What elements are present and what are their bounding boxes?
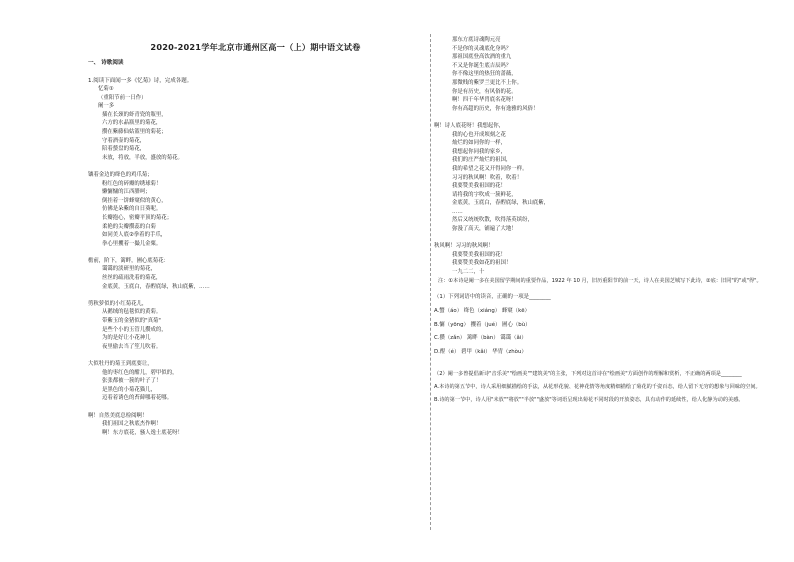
stanza-head: 大似牡丹的菊王到底要让， bbox=[88, 361, 153, 367]
poem-line: 夜里偷去当了笙儿吹着。 bbox=[102, 343, 162, 350]
right-column bbox=[434, 36, 764, 405]
poem-line: …… bbox=[452, 208, 463, 215]
stanza-1 bbox=[88, 102, 423, 162]
poem-line: 陪着螯盘的菊花， bbox=[102, 146, 146, 153]
poem-title: 忆菊① bbox=[98, 86, 114, 92]
poem-line: 我们的庄严灿烂的祖国， bbox=[452, 157, 512, 164]
q1-option-a: A.蟹（áo） 绛色（xiáng） 蜂窠（kē） bbox=[434, 308, 530, 315]
poem-line: 张张都被一簇的叶子了！ bbox=[102, 378, 162, 385]
stanza-8 bbox=[434, 131, 764, 234]
poem-line: 那祖国底登高饮酒的重九 bbox=[452, 54, 512, 61]
poem-line: 柔艳的尖瓣攒蕊的白菊 bbox=[102, 223, 156, 230]
poem-line: 金底黄，玉底白，春酲底绿，秋山底紫， bbox=[452, 200, 550, 207]
question-intro: 1.阅读下面闻一多《忆菊》诗，完成各题。 bbox=[88, 78, 193, 84]
poem-line: 啊！四千年华胄底名花呀！ bbox=[452, 97, 517, 104]
stanza-head: 啊！自然美底总检阅啊！ bbox=[88, 412, 148, 419]
poem-line: 是黑色的小菊花猫儿， bbox=[102, 386, 156, 393]
q1-option-c: C.攒（zǎn） 篱畔（bàn） 霭霭（ǎi） bbox=[434, 335, 527, 342]
stanza-3 bbox=[88, 265, 423, 291]
poem-line: 带紫玉的金猪似的"真菊" bbox=[102, 318, 161, 325]
poem-line: 我要赞美我祖国的花！ bbox=[452, 251, 506, 258]
q1-option-b: B.慵（yōng） 攫着（jué） 圃心（bù） bbox=[434, 321, 531, 328]
poem-line: 懒慵慵的江西腊呵； bbox=[102, 189, 151, 196]
poem-note: 注：①本诗是阑一多在美国留学期间的重要作品，1922 年 10 月，旧历重阳节的前一天，诗人在美国芝城写下此诗，②底：旧同"的"或"得"。 bbox=[438, 277, 762, 284]
q2-option-b: B.诗的第一节中，诗人用"未放""将放""半放""盛放"等词语呈现出菊花不同时段的开放姿态，具有动作的延续性，给人化静为动的美感。 bbox=[434, 397, 744, 404]
poem-line: 灿烂的如同你的一样， bbox=[452, 140, 506, 147]
stanza-2 bbox=[88, 180, 423, 249]
poem-line: 为的是好让小花神儿 bbox=[102, 335, 151, 342]
stanza-4 bbox=[88, 308, 423, 351]
stanza-5 bbox=[88, 369, 423, 403]
poem-line: 请将我的字吹成一簇鲜花， bbox=[452, 191, 517, 198]
stanza-head: 檐前，阶下，篱畔，圃心底菊花： bbox=[88, 257, 169, 264]
poem-line: 然后又统统吹散，吹得落英缤纷， bbox=[452, 217, 533, 224]
poem-line: 仿佛是朵紫的自日葵呢。 bbox=[102, 206, 162, 213]
poem-line: 未放，将放，半放，盛放的菊花。 bbox=[102, 154, 183, 161]
poem-line: 我的希望之花又开得同你一样。 bbox=[452, 165, 528, 172]
poem-line: 弥漫了高天，铺遍了大地！ bbox=[452, 226, 517, 233]
poem-line: 守着酒壶的菊花， bbox=[102, 137, 146, 144]
poem-line: 不又是你诞生底吉辰吗？ bbox=[452, 62, 512, 69]
poem-line: 他的枣红色的酣儿，碧甲似的， bbox=[102, 369, 178, 376]
poem-date: 一九二二，十 bbox=[452, 269, 485, 276]
poem-line: 从鹅绒的毡毯似的黄菊。 bbox=[102, 309, 162, 316]
poem-line: 金底黄，玉底白，春酲底绿，秋山底紫，…… bbox=[102, 283, 210, 290]
poem-line: 习习的秋风啊！吹着，吹着！ bbox=[452, 174, 523, 181]
poem-line: 那东方底诗魂陶元亮 bbox=[452, 37, 501, 43]
question-1: （1）下列词语中的读音，正确的一项是________ bbox=[434, 294, 551, 301]
poem-line: 迈着着诱色的苔藓哪着花哪。 bbox=[102, 395, 173, 402]
section-heading: 一、 诗歌阅读 bbox=[88, 60, 124, 66]
poem-line: 那微贱的紫罗兰更比不上你。 bbox=[452, 79, 523, 86]
stanza-6 bbox=[88, 420, 423, 437]
stanza-head: 啊！诗人底花呀！我想起你， bbox=[434, 122, 505, 129]
poem-line: 啊！东方底花，骚人逸士底花呀！ bbox=[102, 429, 183, 436]
poem-line: 我们祖国之秋底杰作啊！ bbox=[102, 421, 162, 428]
exam-title: 2020-2021学年北京市通州区高一（上）期中语文试卷 bbox=[150, 42, 361, 52]
poem-line: 倒挂着一饼蜂窠似的黄心， bbox=[102, 197, 167, 204]
q1-option-d: D.酲（é） 碧甲（kǎi） 华胄（zhòu） bbox=[434, 348, 527, 355]
poem-line: 你是有历史，有风俗的花。 bbox=[452, 88, 517, 95]
stanza-7 bbox=[434, 36, 764, 113]
q2-option-a: A.本诗的第五节中，诗人采用细腻描绘的手法，从花形花貌、花神花情等角度精细描绘了菊花的千姿百态，给人留下无穷的想象与回味的空间。 bbox=[434, 384, 761, 391]
poem-line: 粉红色的碎瓣的绣球菊！ bbox=[102, 180, 162, 187]
poem-line: 攒在紫藤仙姑篮里的菊花； bbox=[102, 128, 167, 135]
stanza-head: 剪秋萝似的小红菊花儿， bbox=[88, 300, 148, 307]
column-divider bbox=[430, 34, 431, 530]
poem-line: 我的心也开成顷刻之花 bbox=[452, 131, 506, 138]
poem-line: 如同美人底②拳着的手爪， bbox=[102, 232, 167, 239]
stanza-head: 镶着金边的绛色的鸡爪菊； bbox=[88, 171, 153, 178]
poem-line: 是些个小的玉管儿攒成的， bbox=[102, 326, 167, 333]
stanza-9 bbox=[434, 251, 764, 268]
left-column bbox=[88, 36, 423, 437]
poem-line: 长瓣抱心，密瓣平顶的菊花； bbox=[102, 214, 173, 221]
poem-line: 我要赞美我如花的祖国！ bbox=[452, 260, 512, 267]
poem-line: 你不像这里的热狂的蔷薇， bbox=[452, 71, 517, 78]
poem-line: 插在长颈的虾青瓷的瓶里， bbox=[102, 111, 167, 118]
stanza-head: 秋风啊！习习的秋风啊！ bbox=[434, 243, 494, 250]
poem-line: 我想起你同我的家乡， bbox=[452, 148, 506, 155]
poem-line: 你有高超的历史，你有逸雅的风俗！ bbox=[452, 105, 539, 112]
poem-subtitle: （重阳节前一日作） bbox=[98, 94, 147, 101]
poem-line: 霭霭的淡研里的菊花， bbox=[102, 266, 156, 273]
poem-line: 拳心里攫着一撮儿金粟。 bbox=[102, 240, 162, 247]
poem-line: 六方的水晶瓶里的菊花， bbox=[102, 120, 162, 127]
poem-line: 我要赞美我祖国的花！ bbox=[452, 183, 506, 190]
poem-line: 不是你的灵魂底化身吗？ bbox=[452, 45, 512, 52]
poem-line: 阑一多 bbox=[98, 103, 115, 110]
question-2: （2）阑一多曾提倡新诗"音乐美""绘画美""建筑美"的主张，下列对这首诗在"绘画美"方面创作的理解和赏析，不正确的两项是________ bbox=[434, 370, 742, 377]
poem-line: 丝丝的疏雨洗着的菊花， bbox=[102, 275, 162, 282]
